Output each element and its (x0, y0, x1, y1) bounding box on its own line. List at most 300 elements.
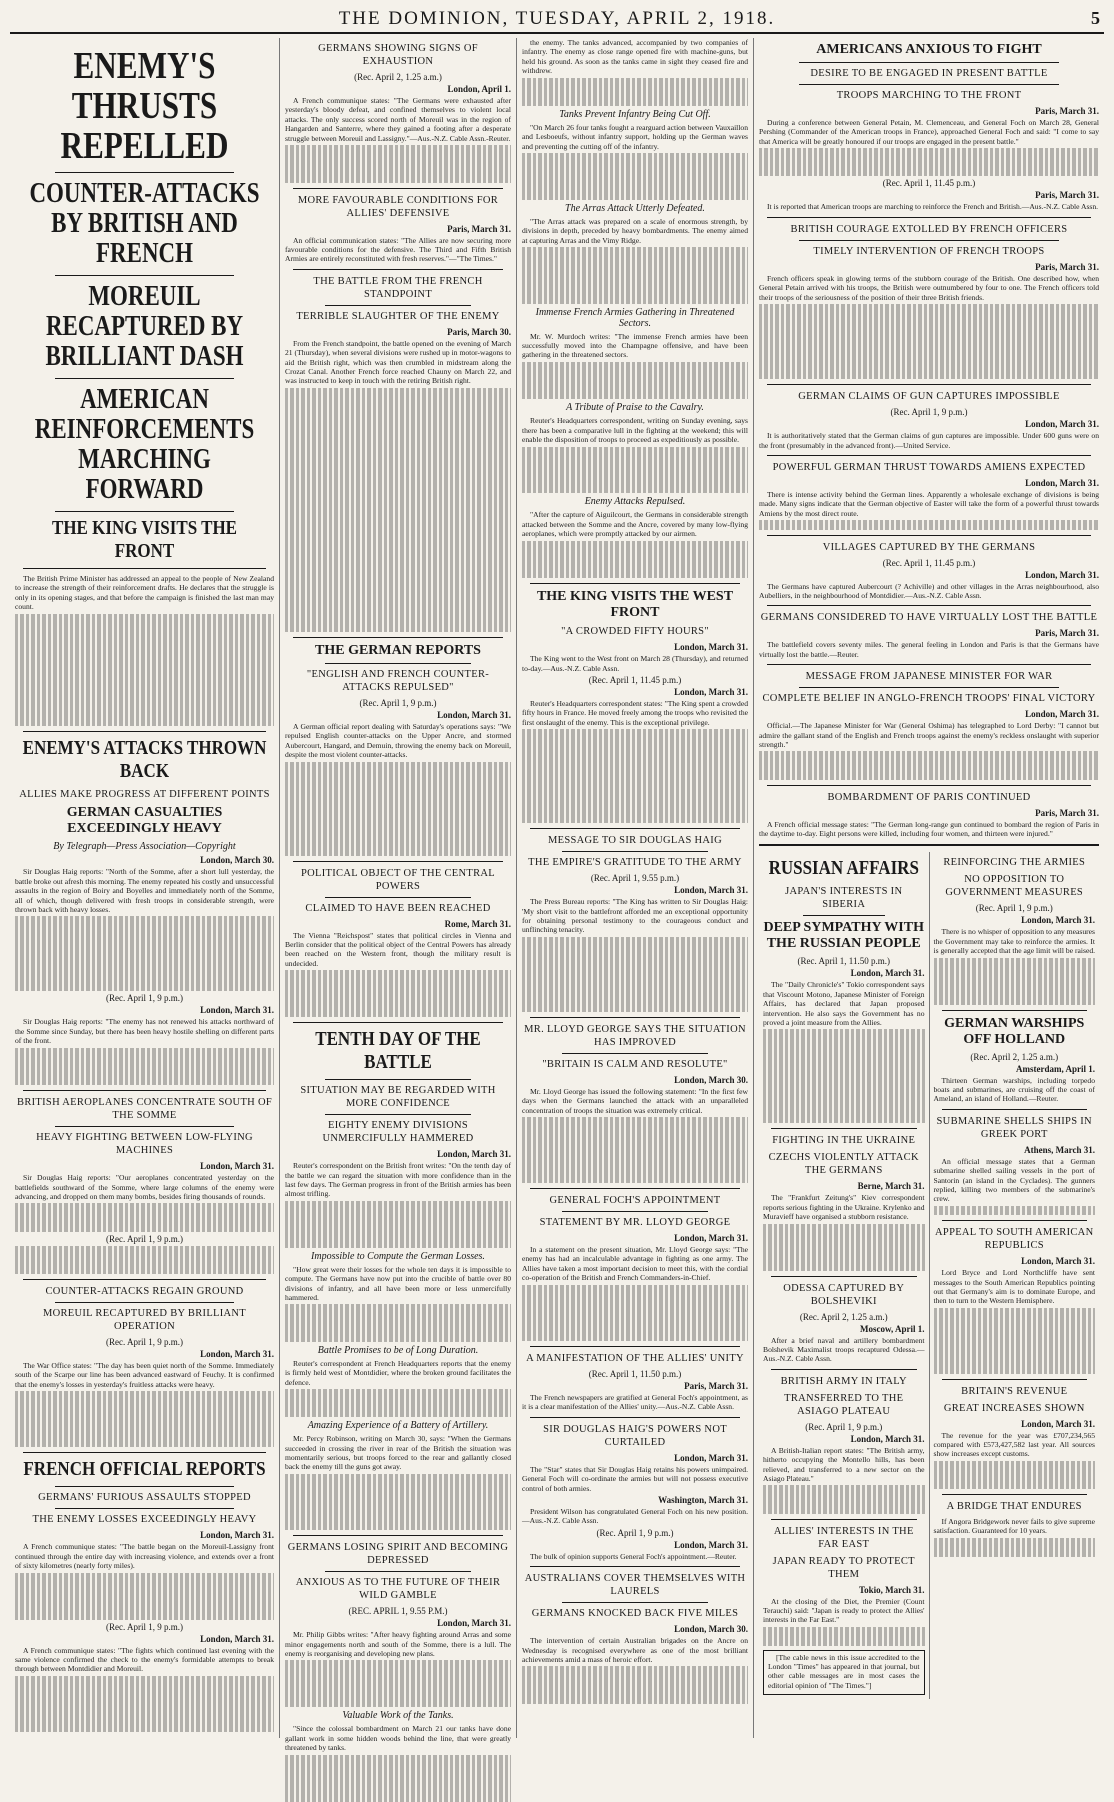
section-subheadline: SITUATION MAY BE REGARDED WITH MORE CONFIDENCE (300, 1085, 496, 1110)
section-subheadline: JAPAN READY TO PROTECT THEM (772, 1555, 915, 1580)
dateline-place: London, March 31. (1021, 1256, 1095, 1267)
text-line (285, 491, 511, 500)
text-line (285, 566, 511, 575)
text-line (522, 993, 748, 1002)
section-subheadline: JAPAN'S INTERESTS IN SIBERIA (785, 886, 903, 911)
article-subhead: Immense French Armies Gathering in Threatened Sectors. (535, 306, 735, 329)
text-line (522, 795, 748, 804)
text-line (522, 172, 748, 181)
editorial-note-text: [The cable news in this issue accredited to the London "Times" has appeared in that journal, but other cable messages are in most cases the editorial opinion of "The Times."] (768, 1652, 920, 1690)
dateline-place: London, March 31. (674, 1232, 748, 1243)
column-4-subcolumns (759, 852, 1099, 1699)
divider (325, 897, 471, 898)
text-line (763, 1261, 925, 1270)
text-line (285, 1511, 511, 1520)
text-line (934, 1345, 1096, 1354)
section-headline: ENEMY'S ATTACKS THROWN BACK (22, 737, 267, 783)
text-line (15, 689, 274, 698)
text-line (522, 984, 748, 993)
divider (530, 1188, 740, 1189)
headline-king-visits: THE KING VISITS THE FRONT (51, 517, 238, 562)
text-line (763, 1114, 925, 1123)
text-line (522, 1145, 748, 1154)
text-line (285, 1670, 511, 1679)
divider (23, 1090, 266, 1091)
text-line (522, 748, 748, 757)
text-line (763, 1224, 925, 1233)
divider (55, 1486, 234, 1487)
text-line (15, 1591, 274, 1600)
text-line (763, 1485, 925, 1494)
text-line (522, 153, 748, 162)
text-line (759, 342, 1099, 351)
text-line (15, 1573, 274, 1582)
article-paragraph: There is intense activity behind the German lines. Apparently a wholesale exchange of divisions is being made. Many signs indicate that the German objective of Easter will take the form of a powerful thrust towards Amiens by the most direct route. (759, 489, 1099, 518)
dateline-place: Paris, March 31. (684, 1380, 748, 1391)
headline-counter-attacks: COUNTER-ATTACKS BY BRITISH AND FRENCH (29, 178, 260, 269)
text-line (15, 1222, 274, 1231)
divider (325, 1079, 471, 1080)
text-line (934, 986, 1096, 995)
dateline-place: Berne, March 31. (857, 1181, 925, 1192)
text-line (522, 465, 748, 474)
received-date: (Rec. April 1, 9 p.m.) (106, 1621, 183, 1632)
text-line (15, 1582, 274, 1591)
divider (23, 1452, 266, 1453)
text-line (285, 173, 511, 182)
article-paragraph: A French communique states: "The fights which continued last evening with the same violence confirmed the check to the enemy's formidable attempts to break through between Montdidier and Moreuil. (15, 1645, 274, 1674)
dateline-place: Paris, March 31. (1035, 190, 1099, 201)
text-line (15, 935, 274, 944)
section-headline: POWERFUL GERMAN THRUST TOWARDS AMIENS EXPECTED (772, 461, 1086, 473)
section-subheadline: "BRITAIN IS CALM AND RESOLUTE" (542, 1058, 728, 1070)
text-line (522, 475, 748, 484)
divider (767, 384, 1091, 385)
article-subhead: Battle Promises to be of Long Duration. (317, 1344, 479, 1356)
section-headline: BOMBARDMENT OF PARIS CONTINUED (827, 791, 1031, 803)
section-subheadline: NO OPPOSITION TO GOVERNMENT MEASURES (945, 874, 1084, 899)
text-line (522, 285, 748, 294)
article-subhead: Tanks Prevent Infantry Being Cut Off. (559, 108, 711, 120)
text-line (522, 1127, 748, 1136)
text-line (15, 1713, 274, 1722)
text-line (522, 937, 748, 946)
text-line (934, 1461, 1096, 1470)
text-line (522, 776, 748, 785)
column-4 (754, 38, 1104, 1738)
section-subheadline: EIGHTY ENEMY DIVISIONS UNMERCIFULLY HAMMERED (322, 1120, 474, 1145)
article-paragraph: An official message states that a German submarine shelled sailing vessels in the port of Santorin (an island in the Cyclades). The gunners replied, killing two members of the submarine's crew. (933, 1156, 1095, 1204)
article-paragraph: The "Star" states that Sir Douglas Haig retains his powers unimpaired. General Foch will co-ordinate the armies but will not possess executive control of both armies. (522, 1464, 748, 1493)
text-line (285, 1229, 511, 1238)
received-date: (Rec. April 2, 1.25 a.m.) (970, 1051, 1059, 1062)
text-line (522, 456, 748, 465)
article-paragraph: After a brief naval and artillery bombardment Bolshevik Maximalist troops recaptured Odessa.—Aus.-N.Z. Cable Assn. (763, 1335, 925, 1364)
divider (771, 1276, 917, 1277)
text-line (285, 397, 511, 406)
section-headline: BRITISH COURAGE EXTOLLED BY FRENCH OFFICERS (790, 223, 1068, 235)
article-paragraph: Lord Bryce and Lord Northcliffe have sent messages to the South American Republics pointing out that Germany's aim is to dominate Europe, and then to turn to the Western Hemisphere. (933, 1268, 1095, 1306)
text-line (522, 1174, 748, 1183)
section-headline: FRENCH OFFICIAL REPORTS (23, 1458, 266, 1481)
section-subheadline: ALLIES MAKE PROGRESS AT DIFFERENT POINTS (19, 789, 270, 801)
article-paragraph: "After the capture of Aiguilcourt, the Germans in considerable strength attacked between the Somme and the Ancre, covered by many low-flying aeroplanes, which were promptly attacked by our airmen. (522, 510, 748, 539)
text-line (759, 761, 1099, 770)
text-line (522, 1666, 748, 1675)
masthead (10, 6, 1104, 34)
section-headline: REINFORCING THE ARMIES (943, 857, 1086, 869)
text-line (763, 1504, 925, 1513)
page-number: 5 (1091, 8, 1100, 28)
text-line (934, 995, 1096, 1004)
text-line (522, 1322, 748, 1331)
section-headline: POLITICAL OBJECT OF THE CENTRAL POWERS (300, 867, 496, 892)
section-subheadline: GERMAN CASUALTIES EXCEEDINGLY HEAVY (66, 805, 223, 837)
divider (562, 1211, 708, 1212)
divider (530, 1346, 740, 1347)
received-date: (Rec. April 1, 11.45 p.m.) (588, 675, 682, 686)
text-line (285, 1493, 511, 1502)
text-line (285, 613, 511, 622)
article-paragraph: An official communication states: "The Allies are now securing more favourable conditions for the defensive. The Third and Fifth British Armies are entirely reconstituted with fresh reserves."—"The Times." (285, 235, 511, 264)
divider (942, 1109, 1088, 1110)
section-headline: GERMANS CONSIDERED TO HAVE VIRTUALLY LOST THE BATTLE (760, 612, 1098, 624)
article-paragraph: The "Frankfurt Zeitung's" Kiev correspondent reports serious fighting in the Ukraine. Krylenko and Muravieff have organised a stubborn resistance. (763, 1193, 925, 1222)
text-line (285, 1755, 511, 1764)
text-line (285, 1210, 511, 1219)
text-line (934, 967, 1096, 976)
received-date: (Rec. April 1, 9 p.m.) (805, 1421, 883, 1432)
text-line (285, 557, 511, 566)
text-line (15, 973, 274, 982)
article-paragraph: Sir Douglas Haig reports: "North of the Somme, after a short lull yesterday, the battle broke out afresh this morning. The enemy repeated his costly and unsuccessful assaults in the region of Boiry and Boyelles and immediately north of the Somme, all of which, though delivered with fresh troops in considerable strength, were thrown back with heavy losses. (15, 867, 274, 914)
received-date: (Rec. April 1, 9 p.m.) (106, 1336, 183, 1347)
article-paragraph: Sir Douglas Haig reports: "The enemy has not renewed his attacks northward of the Somme since Sunday, but there has been heavy hostile shelling on different parts of the front. (15, 1017, 274, 1046)
section-headline: ODESSA CAPTURED BY BOLSHEVIKI (783, 1282, 905, 1307)
section-subheadline: HEAVY FIGHTING BETWEEN LOW-FLYING MACHINES (36, 1132, 253, 1157)
text-line (15, 642, 274, 651)
text-line (522, 974, 748, 983)
text-line (522, 362, 748, 371)
divider (799, 240, 1059, 241)
text-line (522, 804, 748, 813)
text-line (522, 767, 748, 776)
section-headline: APPEAL TO SOUTH AMERICAN REPUBLICS (935, 1227, 1094, 1252)
text-line (522, 541, 748, 550)
text-line (285, 818, 511, 827)
text-line (934, 1355, 1096, 1364)
text-line (15, 632, 274, 641)
section-headline: AUSTRALIANS COVER THEMSELVES WITH LAURELS (524, 1573, 746, 1598)
dateline-place: London, March 30. (674, 1074, 748, 1085)
article-paragraph: Mr. W. Murdoch writes: "The immense French armies have been successfully moved into the Champagne offensive, and have been gathering in the threatened sectors. (522, 331, 748, 360)
text-line (522, 1164, 748, 1173)
text-line (522, 1695, 748, 1704)
headline-moreuil: MOREUIL RECAPTURED BY BRILLIANT DASH (45, 281, 244, 372)
text-line (934, 976, 1096, 985)
article-paragraph: The War Office states: "The day has been quiet north of the Somme. Immediately south of the Scarpe our line has been advanced eastward of Feuchy. It is confirmed that the enemy's losses in yesterday's fruitless attacks were heavy. (15, 1360, 274, 1389)
text-line (285, 970, 511, 979)
text-line (759, 520, 1099, 529)
divider (55, 275, 234, 276)
dateline-place: London, March 31. (437, 710, 511, 720)
section-subheadline: STATEMENT BY MR. LLOYD GEORGE (539, 1216, 731, 1228)
columns (10, 34, 1104, 1753)
article-subhead: Enemy Attacks Repulsed. (584, 496, 686, 508)
received-date: (Rec. April 1, 9 p.m.) (106, 1233, 183, 1244)
divider (293, 861, 503, 862)
divider (530, 828, 740, 829)
section-subheadline: THE ENEMY LOSSES EXCEEDINGLY HEAVY (32, 1514, 257, 1526)
article-paragraph: The Press Bureau reports: "The King has written to Sir Douglas Haig: 'My short visit to the battlefront afforded me an exceptional opportunity for obtaining personal testimony to the courageous conduct and unflinching tenacity. (522, 897, 748, 935)
section-headline: TENTH DAY OF THE BATTLE (315, 1028, 481, 1074)
divider (293, 188, 503, 189)
text-line (759, 360, 1099, 369)
text-line (934, 958, 1096, 967)
text-line (15, 1685, 274, 1694)
text-line (285, 809, 511, 818)
dateline-place: London, March 31. (200, 1348, 274, 1359)
divider (767, 605, 1091, 606)
advertisement-headline: A BRIDGE THAT ENDURES (946, 1500, 1082, 1512)
column-4-right (929, 852, 1100, 1699)
article-subhead: Impossible to Compute the German Losses. (311, 1250, 485, 1262)
text-line (285, 1389, 511, 1398)
section-headline: BRITAIN'S REVENUE (961, 1385, 1068, 1397)
dateline-place: London, March 31. (1025, 419, 1099, 430)
article-subhead: A Tribute of Praise to the Cavalry. (566, 402, 704, 414)
text-line (763, 1048, 925, 1057)
text-line (15, 1264, 274, 1273)
text-line (15, 1246, 274, 1255)
text-line (522, 1285, 748, 1294)
divider (530, 1566, 740, 1567)
section-subheadline: CLAIMED TO HAVE BEEN REACHED (305, 902, 491, 914)
text-line (763, 1095, 925, 1104)
article-paragraph: Mr. Percy Robinson, writing on March 30, says: "When the Germans succeeded in crossing the river in rear of the British the situation was momentarily serious, but troops forced to the rear and gallantly closed back the enemy till the guns got away. (285, 1434, 511, 1472)
text-line (522, 447, 748, 456)
received-date: (Rec. April 2, 1.25 a.m.) (354, 72, 442, 82)
dateline-place: Moscow, April 1. (860, 1323, 925, 1334)
received-date: (Rec. April 1, 11.45 p.m.) (882, 178, 976, 189)
section-headline: VILLAGES CAPTURED BY THE GERMANS (822, 541, 1036, 553)
text-line (15, 1695, 274, 1704)
text-line (15, 1438, 274, 1447)
divider (23, 731, 266, 732)
dateline-place: Paris, March 31. (1035, 628, 1099, 639)
article-paragraph: "Since the colossal bombardment on March 21 our tanks have done gallant work in some hidden woods behind the line, that were greatly threatened by tanks. (285, 1724, 511, 1753)
divider (23, 1279, 266, 1280)
text-line (285, 604, 511, 613)
text-line (285, 388, 511, 397)
divider (55, 378, 234, 379)
article-paragraph: "How great were their losses for the whole ten days it is impossible to compute. The Germans have now put into the crucible of battle over 80 divisions of infantry, and all have been more or less unmercifully hammered. (285, 1264, 511, 1302)
text-line (763, 1636, 925, 1645)
text-line (285, 1660, 511, 1669)
text-line (522, 814, 748, 823)
divider (55, 1126, 234, 1127)
text-line (285, 164, 511, 173)
text-line (522, 1303, 748, 1312)
received-date: (Rec. April 1, 11.50 p.m.) (588, 1368, 682, 1379)
section-subheadline: GERMANS' FURIOUS ASSAULTS STOPPED (38, 1492, 251, 1504)
text-line (759, 370, 1099, 379)
column-2 (280, 38, 517, 1753)
divider (325, 1571, 471, 1572)
text-line (15, 1410, 274, 1419)
dateline-place: London, April 1. (447, 84, 511, 94)
divider (942, 1494, 1088, 1495)
dateline-place: London, March 31. (674, 1539, 748, 1550)
text-line (285, 998, 511, 1007)
article-paragraph: A French communique states: "The Germans were exhausted after yesterday's bloody defeat, and confined themselves to violent local attacks. The only success scored north of Moreuil was in the region of Hangarden and Santerre, where they gained a footing after a desperate struggle between Moreuil and Lassigny."—Aus.-N.Z. Cable Assn.-Reuter. (285, 96, 511, 143)
dateline-place: London, March 31. (674, 1452, 748, 1463)
text-line (15, 1066, 274, 1075)
article-subhead: The Arras Attack Utterly Defeated. (565, 202, 705, 214)
article-paragraph: There is no whisper of opposition to any measures the Government may take to reinforce the armies. It is generally accepted that the age limit will be raised. (933, 927, 1096, 956)
article-paragraph: A French communique states: "The battle began on the Moreuil-Lassigny front continued through the entire day with increasing violence, and extends over a front of sixty kilometres (nearly forty miles). (15, 1542, 274, 1571)
text-line (522, 569, 748, 578)
article-paragraph: the enemy. The tanks advanced, accompanied by two companies of infantry. The enemy as close range opened fire with machine-guns, but held his ground. As soon as the tanks came in sight they ceased fire and withdrew. (522, 38, 748, 76)
text-line (285, 837, 511, 846)
article-paragraph: Reuter's correspondent on the British front writes: "On the tenth day of the battle we can regard the situation with more confidence than in the last few days. The German progress in front of the British armies has been almost trifling. (285, 1161, 511, 1199)
text-line (15, 1213, 274, 1222)
article-paragraph: From the French standpoint, the battle opened on the evening of March 21 (Thursday), when several divisions were rushed up in motor-wagons to aid the British right, which was then crumbled in midstream along the Crozat Canal. Another French force reached Chauny on March 22, and was instructed to keep in touch with the retiring British right. (285, 338, 511, 386)
text-line (759, 148, 1099, 157)
text-line (285, 529, 511, 538)
section-headline: THE BATTLE FROM THE FRENCH STANDPOINT (313, 275, 483, 300)
dateline-place: London, March 31. (1021, 915, 1095, 926)
text-line (763, 1627, 925, 1636)
text-line (285, 1332, 511, 1341)
text-line (285, 463, 511, 472)
divider (767, 785, 1091, 786)
text-line (522, 381, 748, 390)
text-line (285, 771, 511, 780)
text-line (15, 651, 274, 660)
article-paragraph: The Germans have captured Aubercourt (? Achiville) and other villages in the Arras neighbourhood, also Aubelliers, in the neighbourhood of Montdidier.—Aus.-N.Z. Cable Assn. (759, 581, 1099, 600)
editorial-note (763, 1650, 925, 1696)
text-line (522, 257, 748, 266)
text-line (285, 407, 511, 416)
text-line (285, 482, 511, 491)
section-subheadline: THE EMPIRE'S GRATITUDE TO THE ARMY (528, 857, 742, 869)
divider (562, 851, 708, 852)
text-line (763, 1029, 925, 1038)
text-line (15, 1704, 274, 1713)
article-paragraph: "The Arras attack was prepared on a scale of enormous strength, by divisions in depth, preceded by heavy bombardments. The enemy aimed at capturing Arras and the Vimy Ridge. (522, 216, 748, 245)
divider (55, 511, 234, 512)
text-line (285, 1689, 511, 1698)
section-headline: SUBMARINE SHELLS SHIPS IN GREEK PORT (936, 1115, 1092, 1140)
article-paragraph: Mr. Lloyd George has issued the following statement: "In the first few days when the Germans launched the attack with an unparalleled concentration of troops the situation was extremely critical. (522, 1086, 748, 1115)
text-line (522, 162, 748, 171)
text-line (285, 145, 511, 154)
text-line (15, 614, 274, 623)
text-line (934, 1308, 1096, 1317)
divider (767, 217, 1091, 218)
text-line (285, 454, 511, 463)
text-line (15, 1723, 274, 1732)
text-line (285, 1792, 511, 1801)
dateline-place: Paris, March 31. (1035, 261, 1099, 272)
text-line (15, 1203, 274, 1212)
article-subhead: Valuable Work of the Tanks. (342, 1710, 454, 1722)
article-paragraph: A German official report dealing with Saturday's operations says: "We repulsed English counter-attacks on the Upper Ancre, and stormed Aubercourt, Hangard, and Demuin, throwing the enemy back on Moreuil, despite the most violent counter-attacks. (285, 722, 511, 760)
text-line (285, 472, 511, 481)
text-line (285, 585, 511, 594)
dateline-place: Athens, March 31. (1024, 1144, 1095, 1155)
received-date: (Rec. April 1, 9 p.m.) (359, 698, 437, 708)
text-line (285, 827, 511, 836)
text-line (522, 956, 748, 965)
article-paragraph: At the closing of the Diet, the Premier (Count Terauchi) said: "Japan is ready to protect the Allies' interests in the Far East." (763, 1596, 925, 1625)
text-line (285, 1783, 511, 1792)
divider (325, 1114, 471, 1115)
text-line (522, 1155, 748, 1164)
section-subheadline: ANXIOUS AS TO THE FUTURE OF THEIR WILD GAMBLE (295, 1577, 501, 1602)
text-line (522, 739, 748, 748)
divider (293, 637, 503, 638)
text-line (522, 1331, 748, 1340)
section-headline: MORE FAVOURABLE CONDITIONS FOR ALLIES' DEFENSIVE (297, 194, 499, 219)
column-3 (517, 38, 754, 1738)
text-line (522, 1676, 748, 1685)
article-paragraph: Sir Douglas Haig reports: "Our aeroplanes concentrated yesterday on the battlefields southward of the Somme, where large columns of the enemy were advancing, and dropped on them many bombs, besides firing thousands of rounds. (15, 1173, 274, 1202)
section-headline: COUNTER-ATTACKS REGAIN GROUND (45, 1285, 244, 1297)
received-date: (Rec. April 1, 9 p.m.) (975, 903, 1053, 914)
dateline-place: Paris, March 31. (1035, 807, 1099, 818)
text-line (285, 989, 511, 998)
text-line (522, 1294, 748, 1303)
divider (55, 172, 234, 173)
divider (767, 455, 1091, 456)
dateline-place: London, March 31. (437, 1618, 511, 1629)
text-line (15, 623, 274, 632)
divider (771, 1369, 917, 1370)
text-line (934, 1547, 1096, 1556)
text-line (285, 1483, 511, 1492)
article-paragraph: It is authoritatively stated that the German claims of gun captures are impossible. Under 600 guns were on the front (presumably in the advanced front).—United Service. (759, 431, 1099, 450)
text-line (934, 1327, 1096, 1336)
text-line (763, 1495, 925, 1504)
text-line (522, 78, 748, 87)
divider (530, 1017, 740, 1018)
article-paragraph: Mr. Philip Gibbs writes: "After heavy fighting around Arras and some minor engagements north and south of the Somme, there is a lull. The enemy is reorganising and developing new plans. (285, 1630, 511, 1659)
text-line (522, 729, 748, 738)
dateline-place: London, March 31. (200, 1161, 274, 1172)
text-line (934, 1317, 1096, 1326)
text-line (759, 304, 1099, 313)
section-subheadline: MOREUIL RECAPTURED BY BRILLIANT OPERATION (42, 1307, 247, 1332)
text-line (522, 247, 748, 256)
text-line (763, 1252, 925, 1261)
text-line (759, 313, 1099, 322)
section-subheadline: TERRIBLE SLAUGHTER OF THE ENEMY (296, 310, 500, 322)
text-line (759, 770, 1099, 779)
text-line (15, 1676, 274, 1685)
text-line (934, 1364, 1096, 1373)
text-line (759, 323, 1099, 332)
text-line (15, 1429, 274, 1438)
text-line (285, 1304, 511, 1313)
dateline-place: London, March 30. (674, 1624, 748, 1635)
article-paragraph: The intervention of certain Australian brigades on the Ancre on Wednesday is recognised everywhere as one of the most brilliant achievements amid a mass of heroic effort. (522, 1636, 748, 1664)
text-line (934, 1470, 1096, 1479)
divider (293, 1022, 503, 1023)
divider (942, 1010, 1088, 1011)
text-line (285, 1220, 511, 1229)
